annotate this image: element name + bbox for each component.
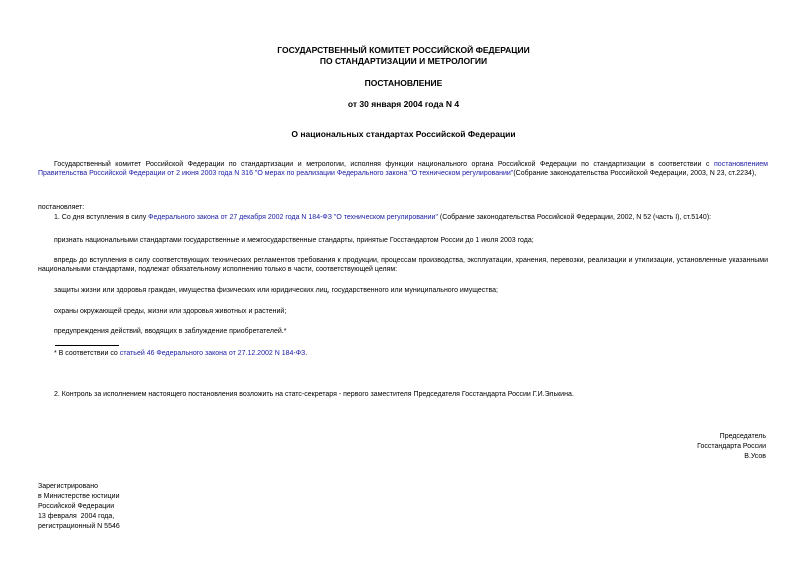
registration-line: Российской Федерации xyxy=(38,503,115,510)
article-46-link[interactable]: статьей 46 Федерального закона от 27.12.2002 N 184-ФЗ xyxy=(119,350,306,357)
preamble-text-end: (Собрание законодательства Российской Федерации, 2003, N 23, ст.2234), xyxy=(513,170,757,177)
registration-block xyxy=(38,482,120,532)
goal-item: предупреждения действий, вводящих в заблуждение приобретателей.* xyxy=(54,328,287,335)
document-date-number: от 30 января 2004 года N 4 xyxy=(347,99,460,109)
preamble-paragraph xyxy=(38,160,768,178)
resolves-word: постановляет: xyxy=(38,204,85,211)
recognize-standards-paragraph: признать национальными стандартами государственные и межгосударственные стандарты, принятые Госстандартом России до 1 июля 2003 года; xyxy=(54,237,534,244)
header-organization-line1: ГОСУДАРСТВЕННЫЙ КОМИТЕТ РОССИЙСКОЙ ФЕДЕРАЦИИ xyxy=(277,45,530,55)
registration-line: регистрационный N 5546 xyxy=(38,523,120,530)
goal-item: охраны окружающей среды, жизни или здоровья животных и растений; xyxy=(54,308,287,315)
document-subject: О национальных стандартах Российской Федерации xyxy=(291,129,516,139)
signature-block xyxy=(697,432,766,462)
mandatory-requirements-paragraph: впредь до вступления в силу соответствующих технических регламентов требования к продукции, процессам производства, эксплуатации, хранения, перевозки, реализации и утилизации, установленные указанными национальными стандартами, подлежат обязательному исполнению только в части, соответствующей целям: xyxy=(38,257,768,273)
document-type: ПОСТАНОВЛЕНИЕ xyxy=(364,78,443,88)
item-1-text-start: 1. Со дня вступления в силу xyxy=(54,214,149,221)
signature-title: Председатель xyxy=(719,433,766,440)
signature-organization: Госстандарта России xyxy=(697,443,766,450)
registration-line: 13 февраля 2004 года, xyxy=(38,513,115,520)
item-1-text-end: (Собрание законодательства Российской Федерации, 2002, N 52 (часть I), ст.5140): xyxy=(437,214,712,221)
footnote-text-start: * В соответствии со xyxy=(54,350,120,357)
header-organization-line2: ПО СТАНДАРТИЗАЦИИ И МЕТРОЛОГИИ xyxy=(319,56,488,66)
footnote xyxy=(54,349,768,358)
federal-law-link[interactable]: Федерального закона от 27 декабря 2002 года N 184-ФЗ "О техническом регулировании" xyxy=(148,214,438,221)
footnote-divider xyxy=(55,345,119,346)
goal-item: защиты жизни или здоровья граждан, имущества физических или юридических лиц, государственного или муниципального имущества; xyxy=(54,287,498,294)
registration-line: в Министерстве юстиции xyxy=(38,493,120,500)
item-1-paragraph xyxy=(54,213,768,222)
preamble-text-start: Государственный комитет Российской Федерации по стандартизации и метрологии, исполняя функции национального органа Российской Федерации по стандартизации в соответствии с xyxy=(54,161,715,168)
item-2-paragraph: 2. Контроль за исполнением настоящего постановления возложить на статс-секретаря - первого заместителя Председателя Госстандарта России Г.И.Элькина. xyxy=(54,391,574,398)
government-resolution-link[interactable]: постановлением Правительства Российской Федерации от 2 июня 2003 года N 316 "О мерах по реализации Федерального закона "О техническом регулировании" xyxy=(38,161,768,177)
footnote-text-end: . xyxy=(305,350,308,357)
registration-line: Зарегистрировано xyxy=(38,483,98,490)
signature-name: В.Усов xyxy=(744,453,766,460)
